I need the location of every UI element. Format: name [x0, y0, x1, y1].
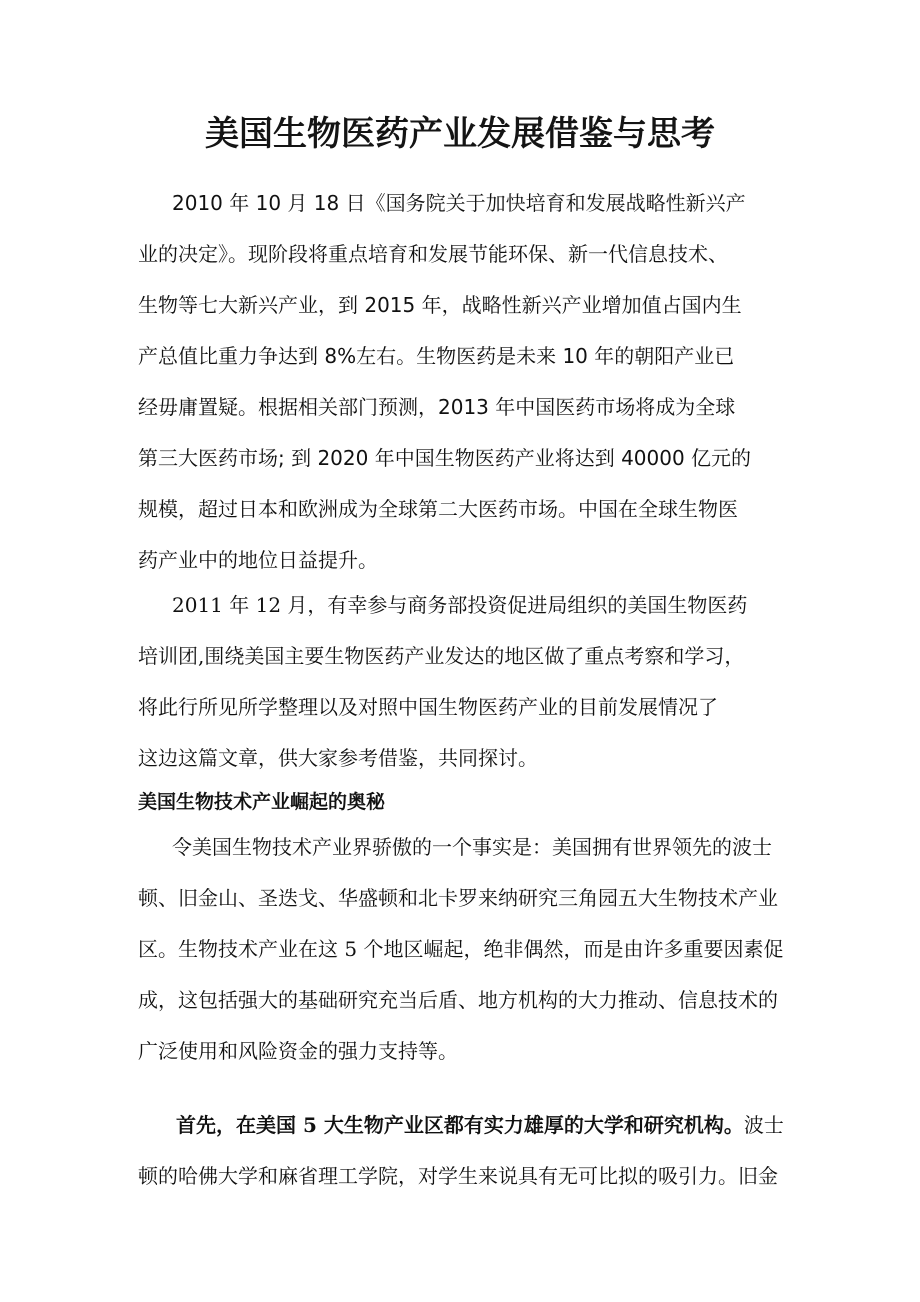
paragraph-line: 2011 年 12 月，有幸参与商务部投资促进局组织的美国生物医药 — [172, 593, 748, 617]
paragraph-line: 顿的哈佛大学和麻省理工学院，对学生来说具有无可比拟的吸引力。旧金 — [138, 1164, 778, 1188]
plain-text: 波士 — [743, 1113, 784, 1137]
paragraph-line: 经毋庸置疑。根据相关部门预测，2013 年中国医药市场将成为全球 — [138, 395, 736, 419]
paragraph-1 — [138, 178, 798, 586]
paragraph-line: 业的决定》。现阶段将重点培育和发展节能环保、新一代信息技术、 — [138, 242, 728, 266]
paragraph-line: 药产业中的地位日益提升。 — [138, 548, 378, 572]
emphasis-text: 首先，在美国 5 大生物产业区都有实力雄厚的大学和研究机构。 — [176, 1113, 744, 1137]
paragraph-2 — [138, 580, 798, 784]
paragraph-line: 生物等七大新兴产业，到 2015 年，战略性新兴产业增加值占国内生 — [138, 293, 742, 317]
paragraph-line: 区。生物技术产业在这 5 个地区崛起，绝非偶然，而是由许多重要因素促 — [138, 937, 784, 961]
paragraph-line: 顿、旧金山、圣迭戈、华盛顿和北卡罗来纳研究三角园五大生物技术产业 — [138, 886, 778, 910]
paragraph-4 — [138, 1100, 798, 1202]
paragraph-3 — [138, 822, 798, 1077]
paragraph-line: 广泛使用和风险资金的强力支持等。 — [138, 1039, 458, 1063]
paragraph-line: 成，这包括强大的基础研究充当后盾、地方机构的大力推动、信息技术的 — [138, 988, 778, 1012]
paragraph-line: 2010 年 10 月 18 日《国务院关于加快培育和发展战略性新兴产 — [172, 191, 746, 215]
paragraph-line: 这边这篇文章，供大家参考借鉴，共同探讨。 — [138, 746, 538, 770]
paragraph-line: 第三大医药市场; 到 2020 年中国生物医药产业将达到 40000 亿元的 — [138, 446, 752, 470]
paragraph-line: 将此行所见所学整理以及对照中国生物医药产业的目前发展情况了 — [138, 695, 718, 719]
paragraph-line: 规模，超过日本和欧洲成为全球第二大医药市场。中国在全球生物医 — [138, 497, 738, 521]
paragraph-line: 培训团,围绕美国主要生物医药产业发达的地区做了重点考察和学习， — [138, 644, 745, 668]
paragraph-line: 产总值比重力争达到 8%左右。生物医药是未来 10 年的朝阳产业已 — [138, 344, 735, 368]
paragraph-line: 令美国生物技术产业界骄傲的一个事实是：美国拥有世界领先的波士 — [172, 835, 772, 859]
section-heading: 美国生物技术产业崛起的奥秘 — [138, 791, 386, 813]
document-title: 美国生物医药产业发展借鉴与思考 — [205, 114, 715, 154]
paragraph-line — [138, 1100, 798, 1151]
